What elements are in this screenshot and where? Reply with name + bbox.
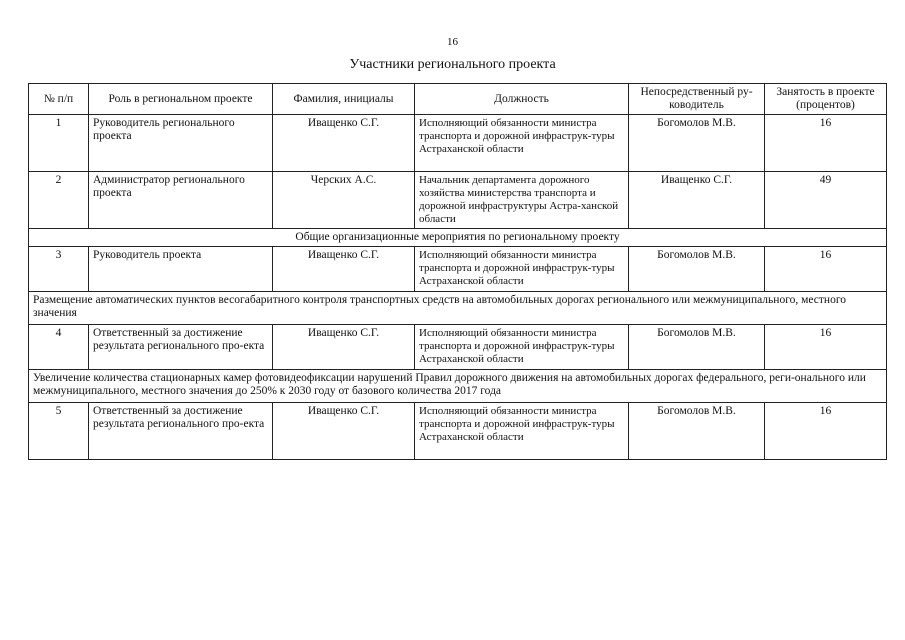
row-manager: Богомолов М.В. [629, 247, 765, 292]
row-position: Исполняющий обязанности министра транспорта и дорожной инфраструк-туры Астраханской области [415, 403, 629, 460]
row-name: Иващенко С.Г. [273, 403, 415, 460]
header-name: Фамилия, инициалы [273, 84, 415, 115]
section-row [29, 229, 887, 247]
section-row [29, 292, 887, 325]
page-number: 16 [447, 36, 458, 48]
row-employment: 16 [765, 247, 887, 292]
row-name: Черских А.С. [273, 172, 415, 229]
header-manager: Непосредственный ру-ководитель [629, 84, 765, 115]
table-row [29, 325, 887, 370]
row-num: 3 [29, 247, 89, 292]
row-employment: 16 [765, 403, 887, 460]
row-manager: Богомолов М.В. [629, 325, 765, 370]
header-position: Должность [415, 84, 629, 115]
section-cameras: Увеличение количества стационарных камер фотовидеофиксации нарушений Правил дорожного движения на автомобильных дорогах федерального, реги-онального или межмуниципального, местного значения до 250% к 2030 году от базового количества 2017 года [29, 370, 887, 403]
row-manager: Иващенко С.Г. [629, 172, 765, 229]
document-title: Участники регионального проекта [349, 57, 556, 72]
table-row [29, 172, 887, 229]
table-row [29, 115, 887, 172]
row-position: Исполняющий обязанности министра транспорта и дорожной инфраструк-туры Астраханской области [415, 325, 629, 370]
row-manager: Богомолов М.В. [629, 115, 765, 172]
row-num: 1 [29, 115, 89, 172]
header-num: № п/п [29, 84, 89, 115]
header-employment: Занятость в проекте (процентов) [765, 84, 887, 115]
row-name: Иващенко С.Г. [273, 247, 415, 292]
row-role: Ответственный за достижение результата регионального про-екта [89, 403, 273, 460]
section-weight-control: Размещение автоматических пунктов весогабаритного контроля транспортных средств на автомобильных дорогах регионального или межмуниципального, местного значения [29, 292, 887, 325]
participants-table [28, 83, 887, 460]
section-row [29, 370, 887, 403]
row-name: Иващенко С.Г. [273, 325, 415, 370]
row-position: Начальник департамента дорожного хозяйства министерства транспорта и дорожной инфраструктуры Астра-ханской области [415, 172, 629, 229]
row-name: Иващенко С.Г. [273, 115, 415, 172]
table-row [29, 403, 887, 460]
row-role: Руководитель регионального проекта [89, 115, 273, 172]
row-role: Ответственный за достижение результата регионального про-екта [89, 325, 273, 370]
header-role: Роль в региональном проекте [89, 84, 273, 115]
row-num: 4 [29, 325, 89, 370]
section-general: Общие организационные мероприятия по региональному проекту [29, 229, 887, 247]
row-num: 5 [29, 403, 89, 460]
row-num: 2 [29, 172, 89, 229]
row-employment: 16 [765, 115, 887, 172]
table-header-row [29, 84, 887, 115]
row-employment: 16 [765, 325, 887, 370]
table-row [29, 247, 887, 292]
row-role: Администратор регионального проекта [89, 172, 273, 229]
row-position: Исполняющий обязанности министра транспорта и дорожной инфраструк-туры Астраханской области [415, 247, 629, 292]
row-role: Руководитель проекта [89, 247, 273, 292]
row-manager: Богомолов М.В. [629, 403, 765, 460]
row-employment: 49 [765, 172, 887, 229]
row-position: Исполняющий обязанности министра транспорта и дорожной инфраструк-туры Астраханской области [415, 115, 629, 172]
